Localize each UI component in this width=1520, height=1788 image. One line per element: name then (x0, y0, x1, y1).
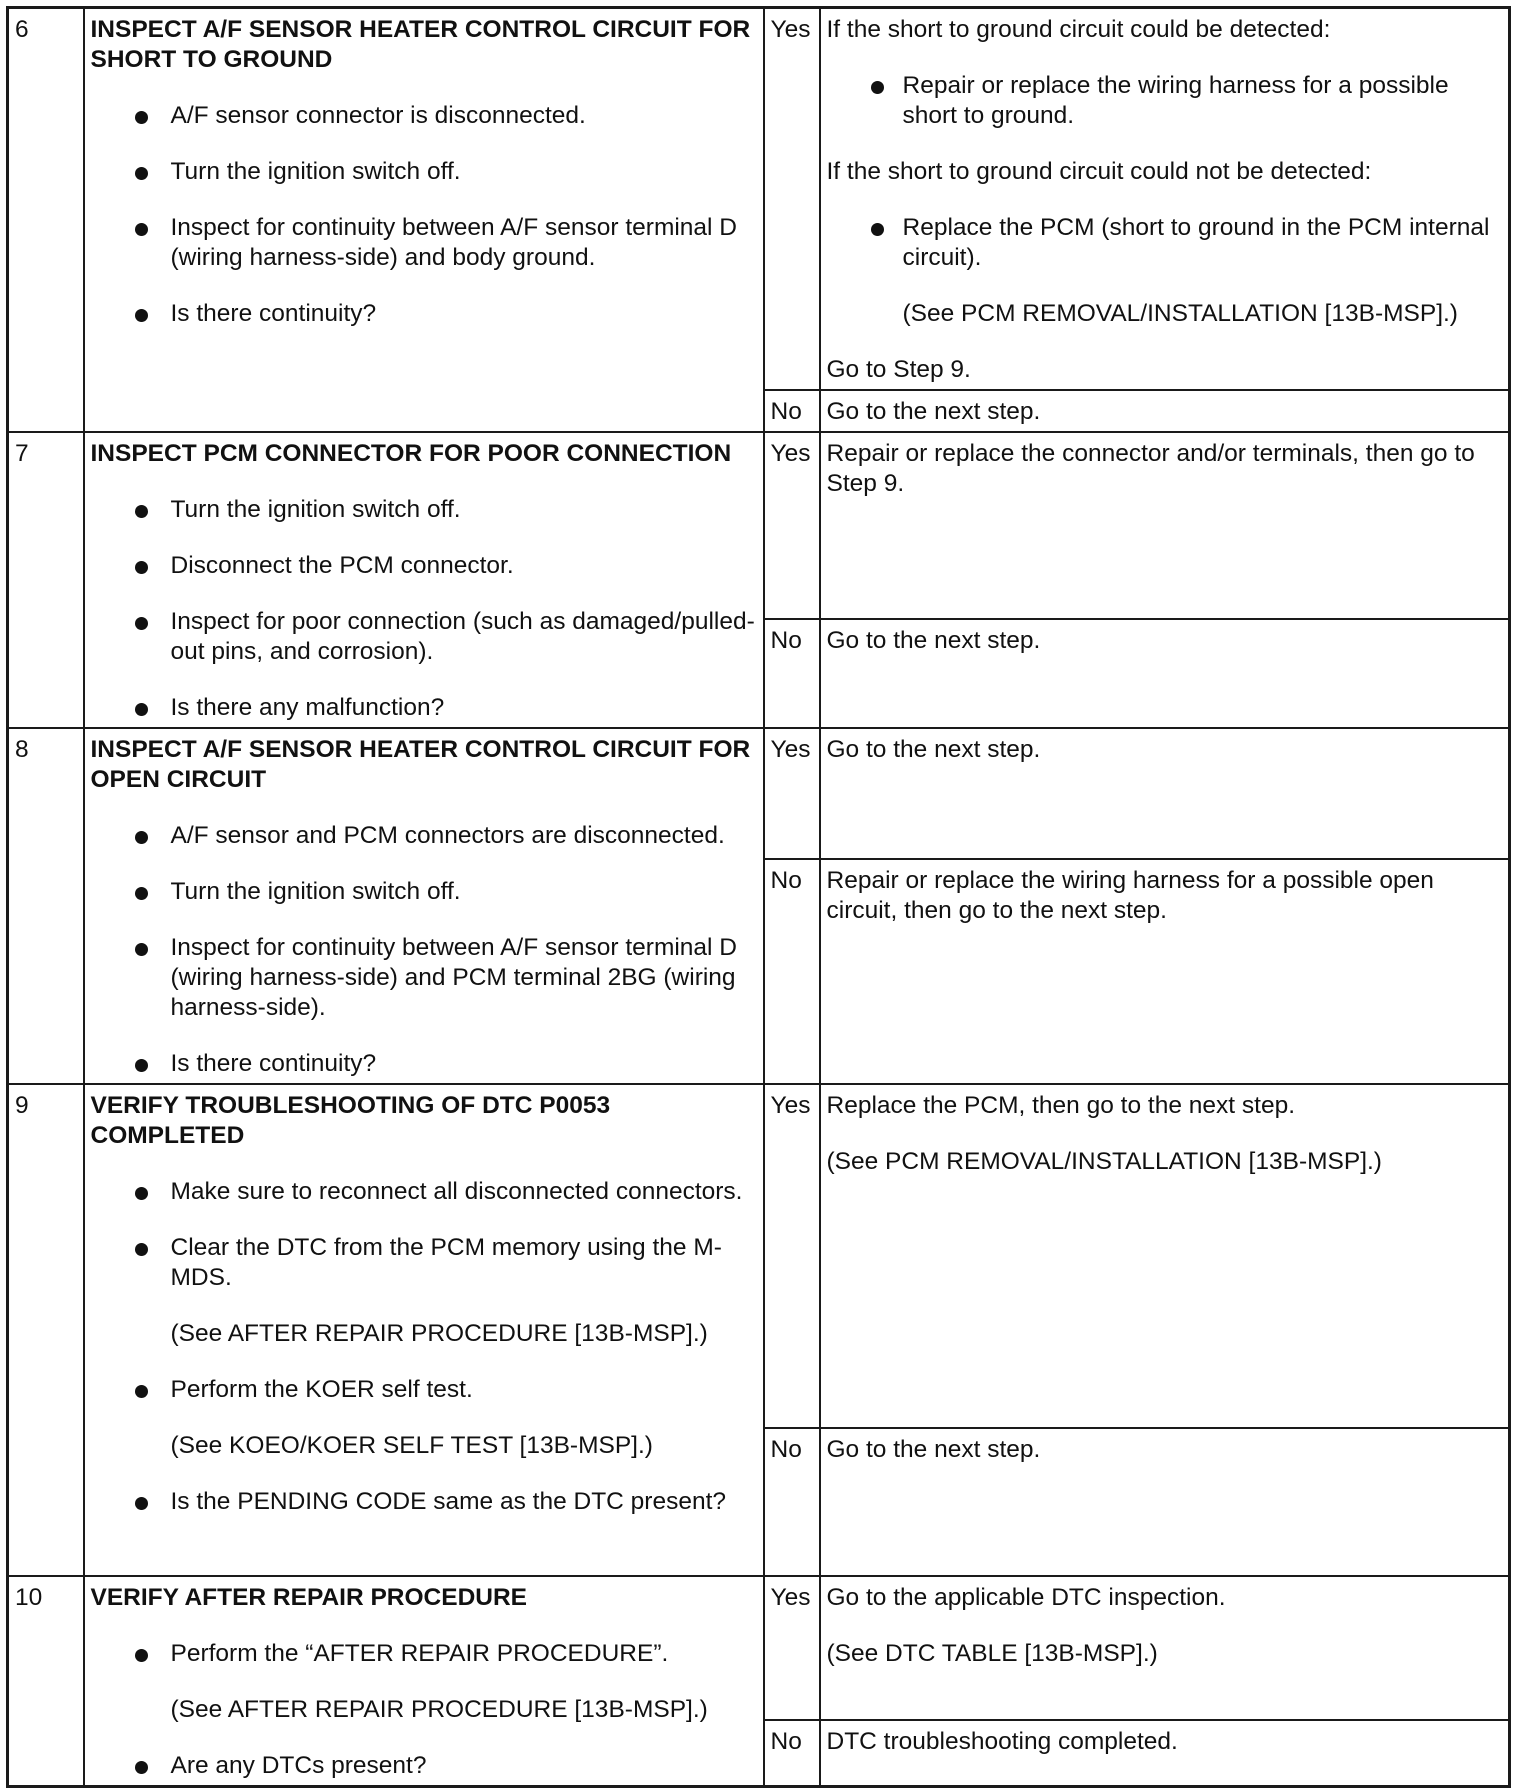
step-row-9 (8, 1084, 1510, 1428)
yes-result-cell (820, 8, 1510, 391)
result-text: Go to the applicable DTC inspection. (826, 1584, 1226, 1611)
action-item: Disconnect the PCM connector. (91, 551, 757, 581)
action-list (91, 1177, 757, 1517)
action-item: Inspect for continuity between A/F sensor terminal D (wiring harness-side) and PCM terminal 2BG (wiring harness-side). (91, 933, 757, 1023)
no-label: No (764, 1428, 820, 1576)
action-item: Are any DTCs present? (91, 1751, 757, 1781)
action-item: Turn the ignition switch off. (91, 157, 757, 187)
see-reference: (See PCM REMOVAL/INSTALLATION [13B-MSP].) (826, 1148, 1382, 1175)
action-list (91, 101, 757, 329)
action-item: Turn the ignition switch off. (91, 495, 757, 525)
yes-result-cell (820, 1576, 1510, 1720)
result-text: Go to Step 9. (826, 356, 971, 383)
result-list (827, 213, 1503, 273)
result-text: Replace the PCM, then go to the next step. (826, 1092, 1296, 1119)
result-list (827, 71, 1503, 131)
no-label: No (764, 619, 820, 728)
no-label: No (764, 390, 820, 432)
yes-label: Yes (764, 728, 820, 859)
yes-label: Yes (764, 1576, 820, 1720)
step-number: 10 (8, 1576, 84, 1787)
result-item: Repair or replace the wiring harness for a possible short to ground. (827, 71, 1503, 131)
step-action-cell (84, 728, 764, 1084)
action-item: Is there continuity? (91, 1049, 757, 1079)
action-list (91, 1639, 757, 1781)
action-item: Is the PENDING CODE same as the DTC present? (91, 1487, 757, 1517)
yes-result: Go to the next step. (820, 728, 1510, 859)
step-number: 7 (8, 432, 84, 728)
action-list (91, 495, 757, 723)
action-list (91, 821, 757, 1079)
no-label: No (764, 1720, 820, 1786)
yes-label: Yes (764, 432, 820, 619)
action-item: Inspect for continuity between A/F sensor terminal D (wiring harness-side) and body ground. (91, 213, 757, 273)
action-item: Make sure to reconnect all disconnected connectors. (91, 1177, 757, 1207)
no-result: Repair or replace the wiring harness for a possible open circuit, then go to the next step. (820, 859, 1510, 1084)
no-result: Go to the next step. (820, 390, 1510, 432)
action-item: Is there any malfunction? (91, 693, 757, 723)
see-reference: (See DTC TABLE [13B-MSP].) (826, 1640, 1158, 1667)
troubleshooting-table (6, 6, 1511, 1788)
action-item: Turn the ignition switch off. (91, 877, 757, 907)
yes-label: Yes (764, 8, 820, 391)
step-action-cell (84, 1576, 764, 1787)
step-action-cell (84, 432, 764, 728)
no-result: Go to the next step. (820, 1428, 1510, 1576)
step-title: INSPECT A/F SENSOR HEATER CONTROL CIRCUIT FOR OPEN CIRCUIT (90, 736, 751, 793)
step-row-6 (8, 8, 1510, 391)
yes-result-cell (820, 1084, 1510, 1428)
action-item (91, 1233, 757, 1349)
step-title: INSPECT PCM CONNECTOR FOR POOR CONNECTION (90, 440, 732, 467)
result-item: Replace the PCM (short to ground in the PCM internal circuit). (827, 213, 1503, 273)
no-result: Go to the next step. (820, 619, 1510, 728)
action-text: Clear the DTC from the PCM memory using the M-MDS. (170, 1234, 722, 1291)
see-reference: (See KOEO/KOER SELF TEST [13B-MSP].) (170, 1432, 653, 1459)
no-label: No (764, 859, 820, 1084)
yes-label: Yes (764, 1084, 820, 1428)
step-row-10 (8, 1576, 1510, 1720)
step-title: INSPECT A/F SENSOR HEATER CONTROL CIRCUIT FOR SHORT TO GROUND (90, 16, 751, 73)
step-row-8 (8, 728, 1510, 859)
action-item: Inspect for poor connection (such as damaged/pulled-out pins, and corrosion). (91, 607, 757, 667)
action-item: A/F sensor connector is disconnected. (91, 101, 757, 131)
result-text: If the short to ground circuit could be detected: (826, 16, 1331, 43)
step-title: VERIFY AFTER REPAIR PROCEDURE (90, 1584, 528, 1611)
action-item (91, 1375, 757, 1461)
yes-result: Repair or replace the connector and/or terminals, then go to Step 9. (820, 432, 1510, 619)
step-action-cell (84, 1084, 764, 1576)
step-number: 8 (8, 728, 84, 1084)
step-number: 6 (8, 8, 84, 433)
no-result: DTC troubleshooting completed. (820, 1720, 1510, 1786)
step-row-7 (8, 432, 1510, 619)
step-number: 9 (8, 1084, 84, 1576)
action-text: Perform the KOER self test. (170, 1376, 473, 1403)
troubleshooting-document (6, 6, 1508, 1778)
result-text: If the short to ground circuit could not be detected: (826, 158, 1372, 185)
see-reference: (See AFTER REPAIR PROCEDURE [13B-MSP].) (170, 1320, 708, 1347)
step-action-cell (84, 8, 764, 433)
see-reference: (See AFTER REPAIR PROCEDURE [13B-MSP].) (170, 1696, 708, 1723)
see-reference: (See PCM REMOVAL/INSTALLATION [13B-MSP].) (902, 300, 1458, 327)
action-text: Perform the “AFTER REPAIR PROCEDURE”. (170, 1640, 669, 1667)
action-item: Is there continuity? (91, 299, 757, 329)
action-item (91, 1639, 757, 1725)
action-item: A/F sensor and PCM connectors are disconnected. (91, 821, 757, 851)
step-title: VERIFY TROUBLESHOOTING OF DTC P0053 COMPLETED (90, 1092, 611, 1149)
